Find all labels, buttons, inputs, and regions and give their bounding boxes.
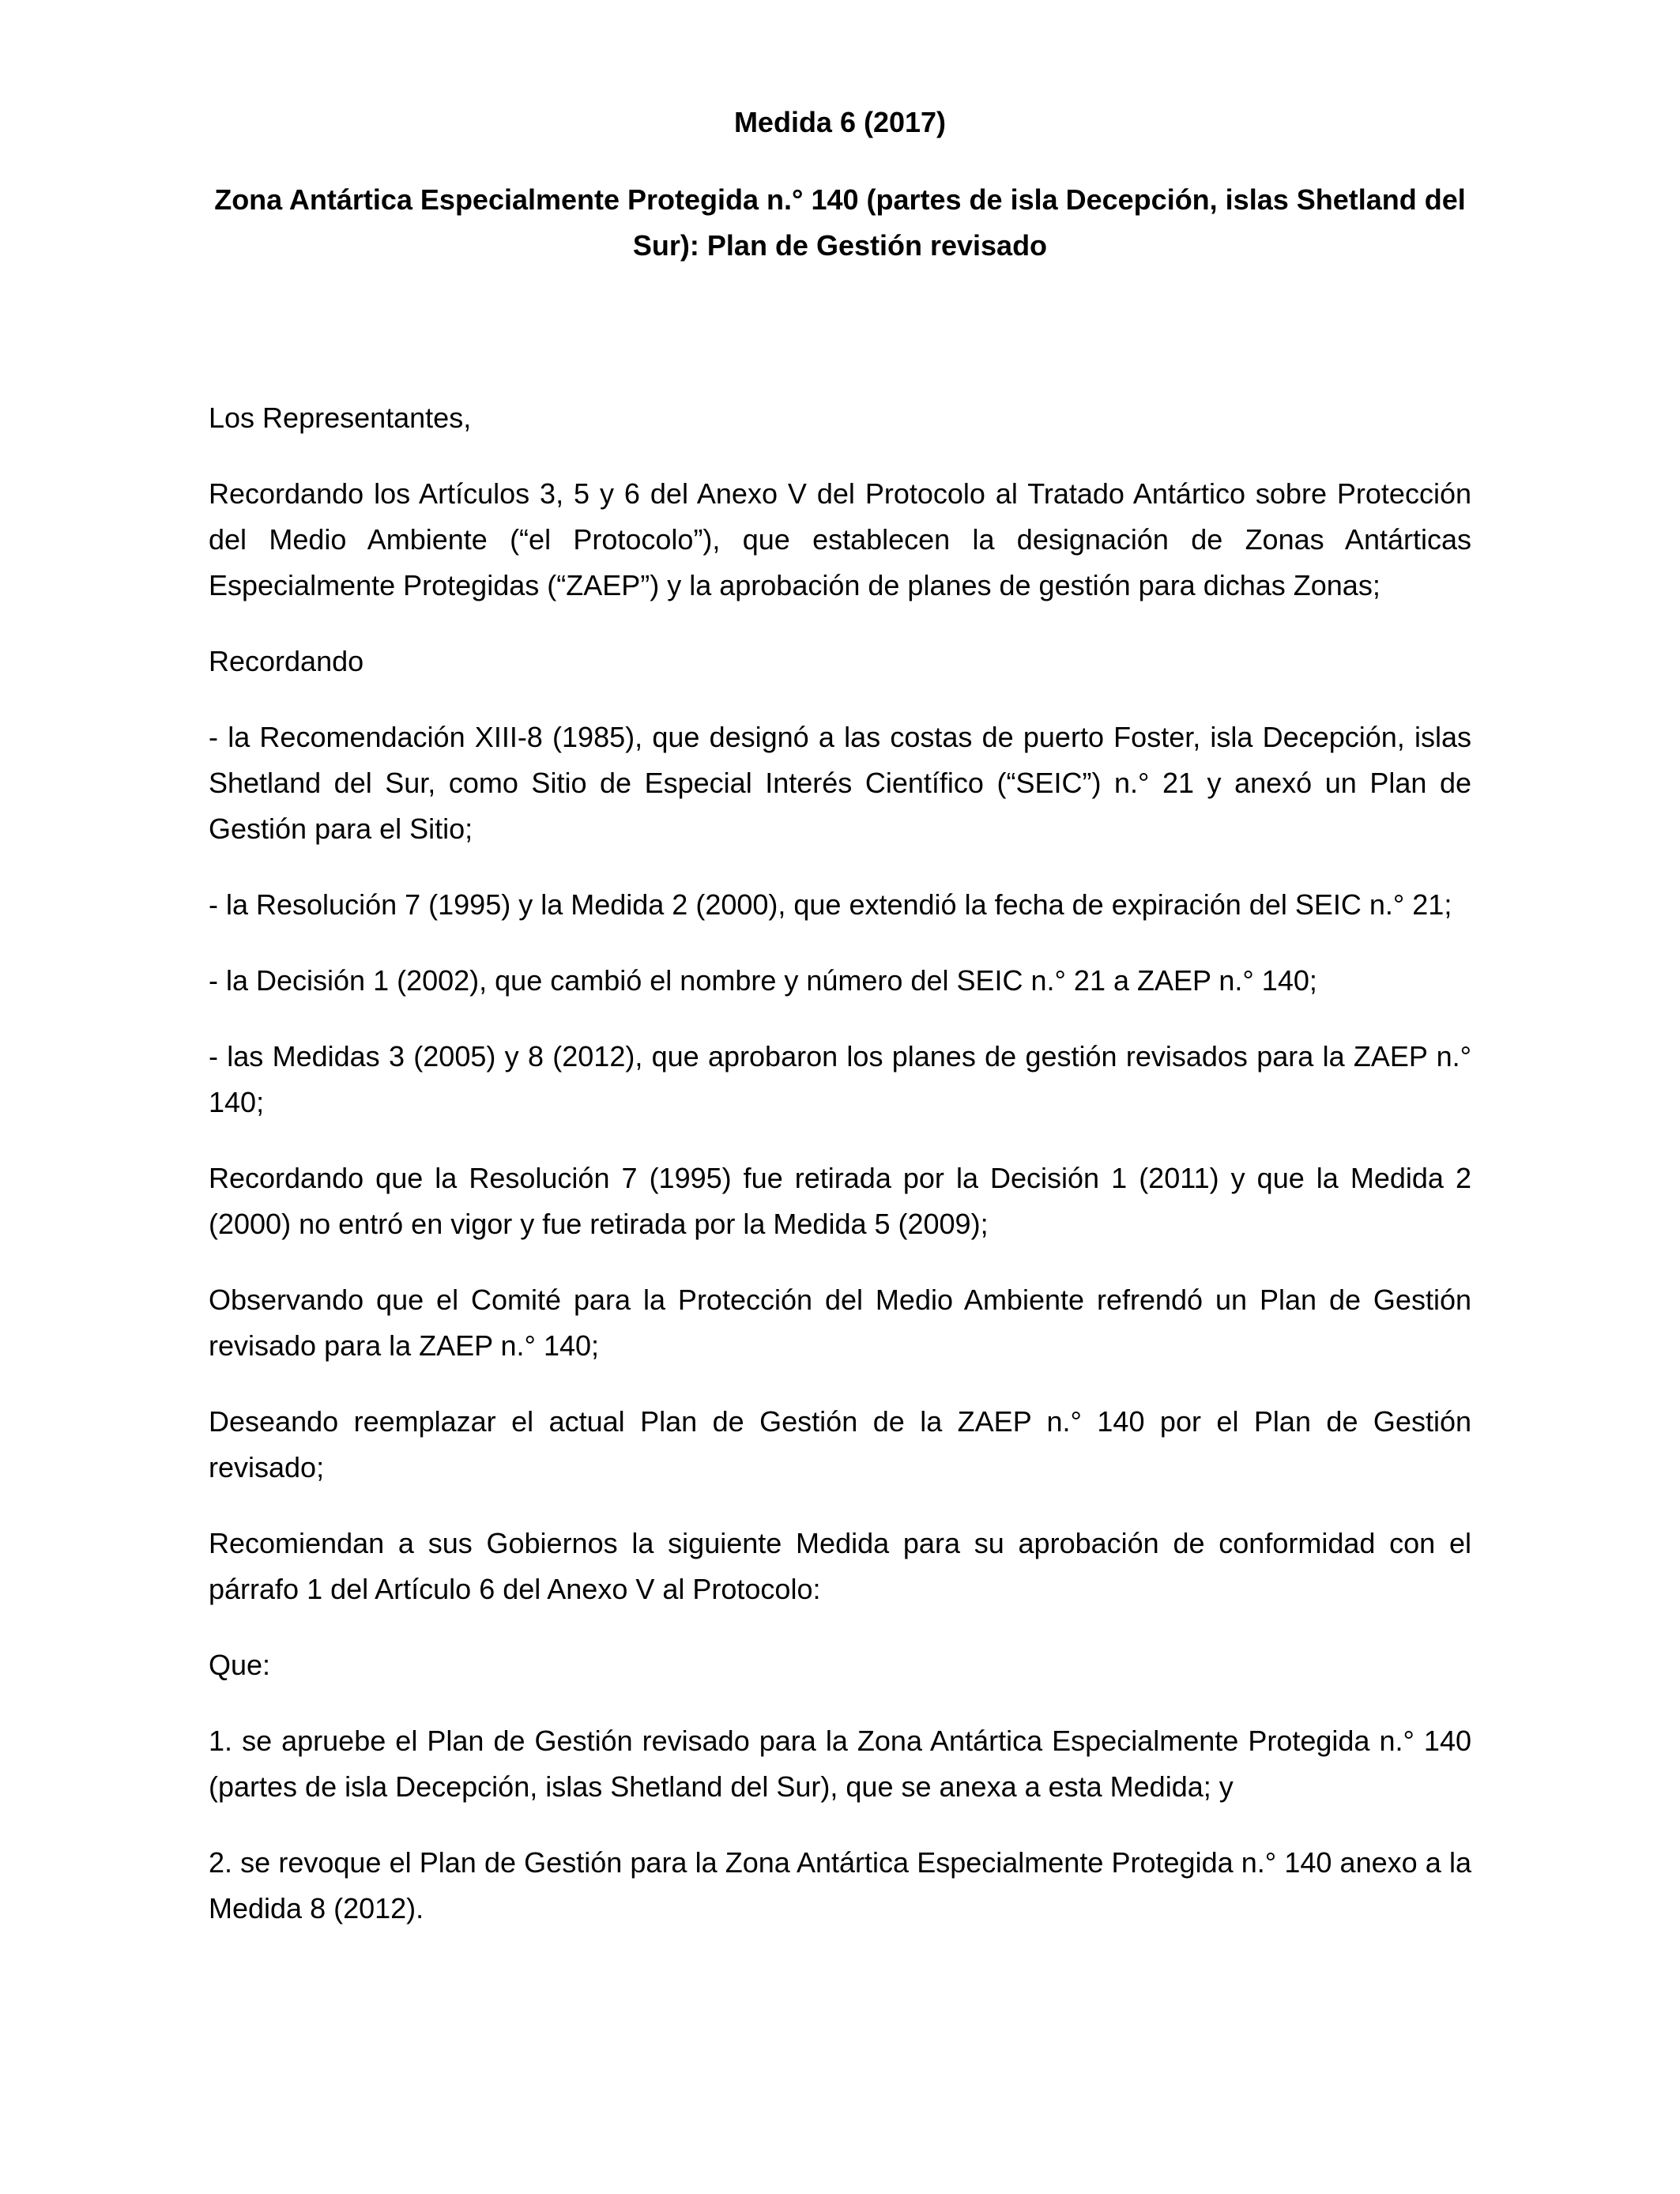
paragraph-item-decision: - la Decisión 1 (2002), que cambió el nombre y número del SEIC n.° 21 a ZAEP n.° 140; xyxy=(209,964,1317,997)
paragraph-recomiendan: Recomiendan a sus Gobiernos la siguiente Medida para su aprobación de conformidad con el párrafo 1 del Artículo 6 del Anexo V al Protocolo: xyxy=(209,1527,1471,1605)
paragraph-item-recomendacion: - la Recomendación XIII-8 (1985), que designó a las costas de puerto Foster, isla Decepción, islas Shetland del Sur, como Sitio de Especial Interés Científico (“SEIC”) n.° 21 y anexó un Plan de Gestión para el Sitio; xyxy=(209,721,1471,845)
paragraph-recordando-retirada: Recordando que la Resolución 7 (1995) fue retirada por la Decisión 1 (2011) y que la Medida 2 (2000) no entró en vigor y fue retirada por la Medida 5 (2009); xyxy=(209,1162,1471,1240)
paragraph-que: Que: xyxy=(209,1649,271,1681)
document-title: Medida 6 (2017) xyxy=(733,106,947,138)
document-body xyxy=(209,100,1471,1932)
paragraph-recordando-heading: Recordando xyxy=(209,645,364,677)
paragraph-deseando: Deseando reemplazar el actual Plan de Gestión de la ZAEP n.° 140 por el Plan de Gestión revisado; xyxy=(209,1405,1471,1483)
paragraph-item-medidas: - las Medidas 3 (2005) y 8 (2012), que aprobaron los planes de gestión revisados para la ZAEP n.° 140; xyxy=(209,1040,1471,1118)
paragraph-resolution-1: 1. se apruebe el Plan de Gestión revisado para la Zona Antártica Especialmente Protegida n.° 140 (partes de isla Decepción, islas Shetland del Sur), que se anexa a esta Medida; y xyxy=(209,1725,1471,1803)
paragraph-opening: Los Representantes, xyxy=(209,401,472,434)
paragraph-item-resolucion: - la Resolución 7 (1995) y la Medida 2 (2000), que extendió la fecha de expiración del SEIC n.° 21; xyxy=(209,888,1452,921)
paragraph-resolution-2: 2. se revoque el Plan de Gestión para la Zona Antártica Especialmente Protegida n.° 140 anexo a la Medida 8 (2012). xyxy=(209,1846,1471,1924)
document-subtitle: Zona Antártica Especialmente Protegida n.° 140 (partes de isla Decepción, islas Shetland del Sur): Plan de Gestión revisado xyxy=(214,183,1466,262)
paragraph-recordando-articulos: Recordando los Artículos 3, 5 y 6 del Anexo V del Protocolo al Tratado Antártico sobre Protección del Medio Ambiente (“el Protocolo”), que establecen la designación de Zonas Antárticas Especialmente Protegidas (“ZAEP”) y la aprobación de planes de gestión para dichas Zonas; xyxy=(209,477,1471,601)
paragraph-observando: Observando que el Comité para la Protección del Medio Ambiente refrendó un Plan de Gestión revisado para la ZAEP n.° 140; xyxy=(209,1284,1471,1362)
